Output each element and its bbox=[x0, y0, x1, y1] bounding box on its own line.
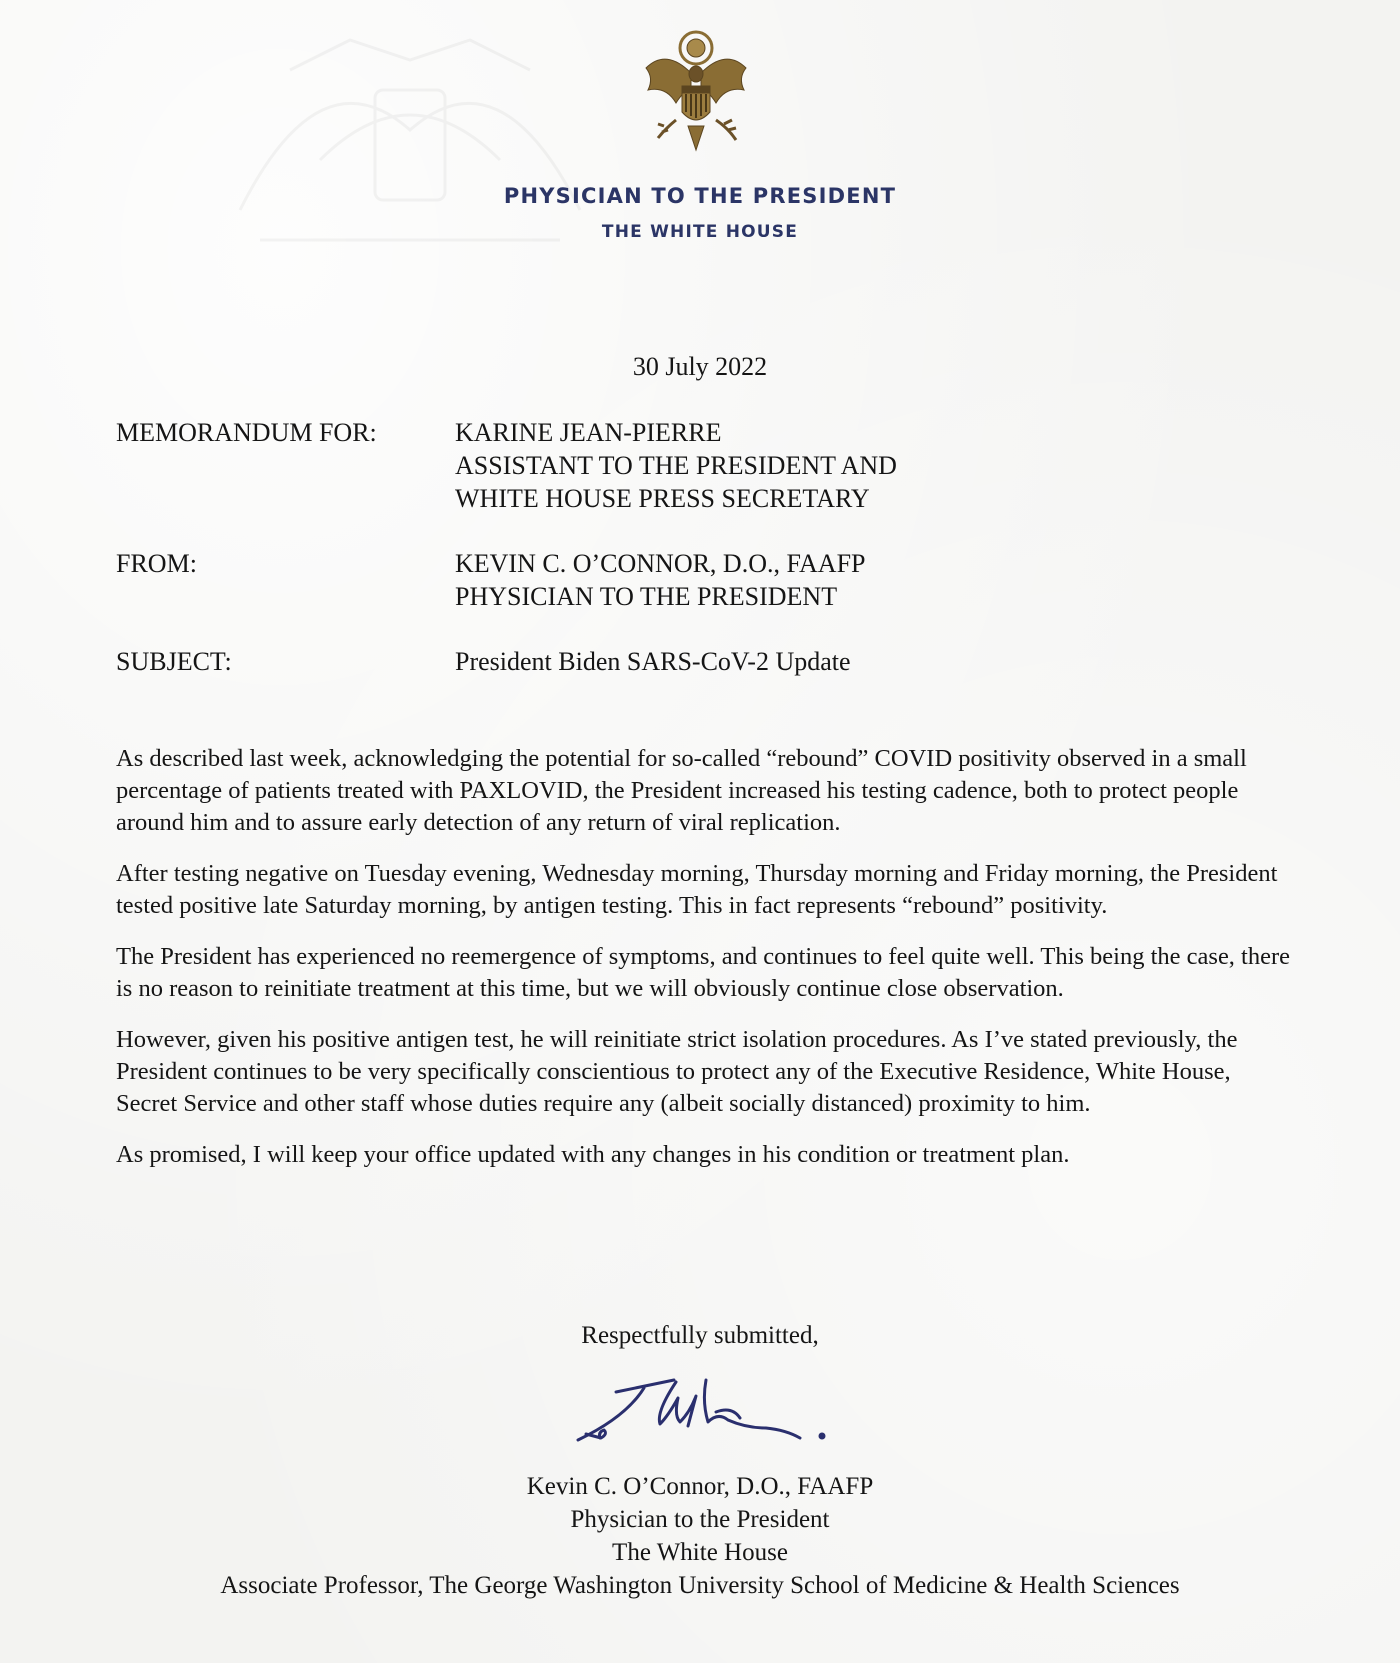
memo-from-sender bbox=[455, 547, 1296, 613]
signatory-name: Kevin C. O’Connor, D.O., FAAFP bbox=[526, 1473, 874, 1500]
closing-salutation: Respectfully submitted, bbox=[581, 1322, 819, 1349]
memo-for-recipient bbox=[455, 416, 1296, 515]
memo-body bbox=[116, 743, 1296, 1190]
memo-date: 30 July 2022 bbox=[632, 352, 768, 381]
memo-for-line: KARINE JEAN-PIERRE bbox=[455, 418, 722, 447]
signatory-organization: The White House bbox=[612, 1539, 788, 1566]
body-paragraph: After testing negative on Tuesday evening, Wednesday morning, Thursday morning and Friday morning, the President tested positive late Saturday morning, by antigen testing. This in fact represents “rebound” positivity. bbox=[116, 860, 1278, 919]
memo-for-row bbox=[116, 416, 1296, 515]
memo-subject-row bbox=[116, 645, 1296, 678]
letterhead-title: PHYSICIAN TO THE PRESIDENT bbox=[503, 184, 897, 208]
memo-from-line: KEVIN C. O’CONNOR, D.O., FAAFP bbox=[455, 549, 866, 578]
memo-for-line: ASSISTANT TO THE PRESIDENT AND bbox=[455, 451, 897, 480]
letterhead-subtitle: THE WHITE HOUSE bbox=[601, 222, 799, 242]
memo-from-label: FROM: bbox=[116, 549, 197, 578]
memo-subject-label: SUBJECT: bbox=[116, 647, 232, 676]
memo-from-line: PHYSICIAN TO THE PRESIDENT bbox=[455, 582, 838, 611]
body-paragraph: As described last week, acknowledging the potential for so-called “rebound” COVID positivity observed in a small percentage of patients treated with PAXLOVID, the President increased his testing cadence, both to protect people around him and to assure early detection of any return of viral replication. bbox=[116, 745, 1247, 836]
memo-for-line: WHITE HOUSE PRESS SECRETARY bbox=[455, 484, 870, 513]
presidential-seal-icon bbox=[636, 28, 756, 158]
signature-icon bbox=[556, 1372, 856, 1462]
body-paragraph: The President has experienced no reemergence of symptoms, and continues to feel quite well. This being the case, there is no reason to reinitiate treatment at this time, but we will obviously continue close observation. bbox=[116, 943, 1291, 1002]
memo-header bbox=[116, 416, 1296, 678]
signatory-title: Physician to the President bbox=[570, 1506, 830, 1533]
memo-for-label: MEMORANDUM FOR: bbox=[116, 418, 377, 447]
signatory-affiliation: Associate Professor, The George Washington University School of Medicine & Health Sciences bbox=[220, 1572, 1180, 1599]
memo-subject-value: President Biden SARS-CoV-2 Update bbox=[455, 647, 851, 676]
body-paragraph: As promised, I will keep your office updated with any changes in his condition or treatment plan. bbox=[116, 1141, 1070, 1168]
signatory-block bbox=[0, 1470, 1400, 1602]
body-paragraph: However, given his positive antigen test, he will reinitiate strict isolation procedures. As I’ve stated previously, the President continues to be very specifically conscientious to protect any of the Executive Residence, White House, Secret Service and other staff whose duties require any (albeit socially distanced) proximity to him. bbox=[116, 1026, 1238, 1117]
memo-from-row bbox=[116, 547, 1296, 613]
